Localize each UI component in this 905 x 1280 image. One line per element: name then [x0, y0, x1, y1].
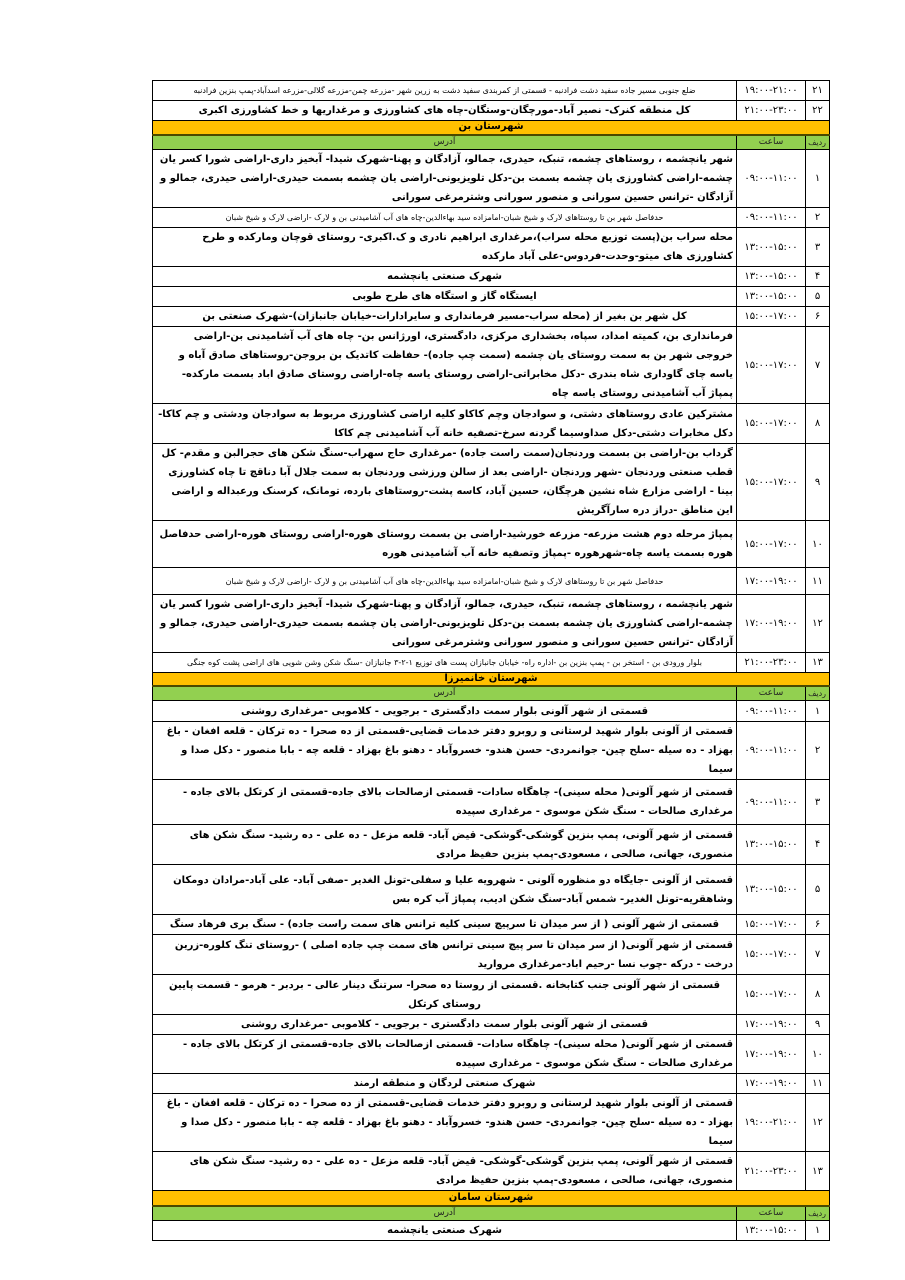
row-number: ۹ [806, 1015, 830, 1035]
address-cell: مشترکین عادی روستاهای دشتی، و سوادجان وچم کاکاو کلیه اراضی کشاورزی مربوط به سوادجان ودشتی و چم کاکا-دکل مخابرات دشتی-دکل صداوسیما گردنه سرخ-تصفیه خانه آب آشامیدنی چم کاکا [153, 404, 737, 444]
row-number: ۵ [806, 287, 830, 307]
outage-schedule-table [152, 80, 830, 1241]
table-row [153, 307, 830, 327]
table-row [153, 935, 830, 975]
address-cell: قسمتی از شهر آلونی، پمپ بنزین گوشکی-گوشکی- قیض آباد- قلعه مزعل - ده علی - ده رشید- سنگ شکن های منصوری، جهانی، صالحی ، مسعودی-پمپ بنزین حفیظ مرادی [153, 1152, 737, 1191]
row-number: ۱۳ [806, 653, 830, 673]
time-cell: ۱۵:۰۰-۱۷:۰۰ [737, 935, 806, 975]
row-number: ۱ [806, 1221, 830, 1241]
address-cell: قسمتی از شهر آلونی جنب کتابخانه .قسمتی از روستا ده صحرا- سرتنگ دینار عالی - بردبر - هرمو - قسمت پایین روستای کرتکل [153, 975, 737, 1015]
address-cell: شهر یانچشمه ، روستاهای چشمه، تنبک، حیدری، جمالو، آزادگان و پهنا-شهرک شیدا- آبخیز داری-اراضی شورا کسر یان چشمه-اراضی کشاورزی یان چشمه بسمت بن-دکل تلویزیونی-اراضی یان چشمه بسمت حیدری-اراضی حیدری، جمالو و آزادگان -ترانس حسین سورانی و منصور سورانی وشترمرغی سورانی [153, 595, 737, 653]
time-cell: ۰۹:۰۰-۱۱:۰۰ [737, 722, 806, 780]
row-number: ۷ [806, 327, 830, 404]
address-cell: بلوار ورودی بن - استخر بن - پمپ بنزین بن -اداره راه- خیابان جانبازان پست های توزیع ۱-۲-۳ جانبازان -سنگ شکن وشن شویی های اراضی پشت کوه جنگی [153, 653, 737, 673]
address-cell: شهرک صنعتی یانچشمه [153, 267, 737, 287]
row-number: ۳ [806, 228, 830, 267]
county-header [153, 673, 830, 687]
address-cell: حدفاصل شهر بن تا روستاهای لارک و شیخ شبان-امامزاده سید بهاءالدین-چاه های آب آشامیدنی بن و لارک -اراضی لارک و شیخ شبان [153, 568, 737, 595]
address-cell: قسمتی از شهر آلونی بلوار سمت دادگستری - برجویی - کلاموبی -مرغداری روشنی [153, 1015, 737, 1035]
row-number: ۵ [806, 865, 830, 915]
address-cell: کل شهر بن بغیر از (محله سراب-مسیر فرمانداری و سایرادارات-خیابان جانبازان)-شهرک صنعتی بن [153, 307, 737, 327]
time-cell: ۱۵:۰۰-۱۷:۰۰ [737, 444, 806, 521]
time-cell: ۱۳:۰۰-۱۵:۰۰ [737, 865, 806, 915]
table-row [153, 150, 830, 208]
table-row [153, 1152, 830, 1191]
time-cell: ۱۹:۰۰-۲۱:۰۰ [737, 81, 806, 101]
row-number: ۹ [806, 444, 830, 521]
row-number: ۱۱ [806, 568, 830, 595]
address-cell: قسمتی از شهر آلونی ( از سر میدان تا سرپیچ سینی کلیه ترانس های سمت راست جاده) - سنگ بری فرهاد سنگ [153, 915, 737, 935]
column-header-row-number: ردیف [806, 135, 830, 150]
time-cell: ۱۵:۰۰-۱۷:۰۰ [737, 521, 806, 568]
table-row [153, 1221, 830, 1241]
time-cell: ۱۷:۰۰-۱۹:۰۰ [737, 595, 806, 653]
time-cell: ۱۳:۰۰-۱۵:۰۰ [737, 287, 806, 307]
address-cell: کل منطقه کنرک- نصیر آباد-مورچگان-وستگان-چاه های کشاورزی و مرغداریها و خط کشاورزی اکبری [153, 101, 737, 121]
column-header-time: ساعت [737, 686, 806, 701]
address-cell: قسمتی از آلونی بلوار شهید لرستانی و روبرو دفتر خدمات قضایی-قسمتی از ده صحرا - ده ترکان - قلعه افغان - باغ بهزاد - ده سیله -سلح چین- جوانمردی- حسن هندو- خسروآباد - دهنو باغ بهزاد - قلعه چه - بابا منصور - دکل صدا و سیما [153, 722, 737, 780]
table-row [153, 825, 830, 865]
address-cell: حدفاصل شهر بن تا روستاهای لارک و شیخ شبان-امامزاده سید بهاءالدین-چاه های آب آشامیدنی بن و لارک -اراضی لارک و شیخ شبان [153, 208, 737, 228]
time-cell: ۰۹:۰۰-۱۱:۰۰ [737, 701, 806, 722]
table-row [153, 1074, 830, 1094]
time-cell: ۱۷:۰۰-۱۹:۰۰ [737, 1015, 806, 1035]
row-number: ۱۰ [806, 1035, 830, 1074]
row-number: ۱۳ [806, 1152, 830, 1191]
row-number: ۲۱ [806, 81, 830, 101]
address-cell: محله سراب بن(پست توزیع محله سراب)،مرغداری ابراهیم نادری و ک.اکبری- روستای قوچان ومارکده و طرح کشاورزی های میتو-وحدت-فردوس-علی آباد مارکده [153, 228, 737, 267]
county-header [153, 121, 830, 135]
row-number: ۱۲ [806, 595, 830, 653]
row-number: ۳ [806, 780, 830, 825]
row-number: ۱۲ [806, 1094, 830, 1152]
column-header-row-number: ردیف [806, 686, 830, 701]
row-number: ۴ [806, 825, 830, 865]
table-row [153, 722, 830, 780]
time-cell: ۱۷:۰۰-۱۹:۰۰ [737, 1074, 806, 1094]
column-header-row [153, 686, 830, 701]
row-number: ۱ [806, 150, 830, 208]
time-cell: ۲۱:۰۰-۲۳:۰۰ [737, 1152, 806, 1191]
table-row [153, 444, 830, 521]
column-header-time: ساعت [737, 1206, 806, 1221]
table-row [153, 1035, 830, 1074]
table-row [153, 287, 830, 307]
table-row [153, 267, 830, 287]
address-cell: قسمتی از شهر آلونی بلوار سمت دادگستری - برجویی - کلاموبی -مرغداری روشنی [153, 701, 737, 722]
table-row [153, 780, 830, 825]
column-header-time: ساعت [737, 135, 806, 150]
table-row [153, 865, 830, 915]
time-cell: ۱۵:۰۰-۱۷:۰۰ [737, 307, 806, 327]
column-header-address: آدرس [153, 135, 737, 150]
table-row [153, 568, 830, 595]
address-cell: شهرک صنعتی یانچشمه [153, 1221, 737, 1241]
address-cell: قسمتی از شهر آلونی( از سر میدان تا سر پیچ سینی ترانس های سمت چپ جاده اصلی ) -روستای تنگ کلوره-زرین درخت - درکه -چوب نسا -رحیم اباد-مرغداری مروارید [153, 935, 737, 975]
county-header [153, 1191, 830, 1206]
address-cell: قسمتی از آلونی -جایگاه دو منظوره آلونی - شهرویه علیا و سفلی-تونل الغدیر -صفی آباد- علی آباد-مرادان دومکان وشاهقریه-تونل الغدیر- شمس آباد-سنگ شکن ادیب، پمپاژ آب کره بس [153, 865, 737, 915]
time-cell: ۰۹:۰۰-۱۱:۰۰ [737, 780, 806, 825]
table-row [153, 521, 830, 568]
time-cell: ۱۵:۰۰-۱۷:۰۰ [737, 915, 806, 935]
table-row [153, 595, 830, 653]
address-cell: قسمتی از آلونی بلوار شهید لرستانی و روبرو دفتر خدمات قضایی-قسمتی از ده صحرا - ده ترکان - قلعه افغان - باغ بهزاد - ده سیله -سلح چین- جوانمردی- حسن هندو- خسروآباد - دهنو باغ بهزاد - قلعه چه - بابا منصور - دکل صدا و سیما [153, 1094, 737, 1152]
table-row [153, 1094, 830, 1152]
row-number: ۱۰ [806, 521, 830, 568]
table-row [153, 228, 830, 267]
time-cell: ۲۱:۰۰-۲۳:۰۰ [737, 653, 806, 673]
address-cell: ضلع جنوبی مسیر جاده سفید دشت فرادنبه - قسمتی از کمربندی سفید دشت به زرین شهر -مزرعه چمن-مزرعه گلالی-مزرعه اسدآباد-پمپ بنزین فرادنبه [153, 81, 737, 101]
time-cell: ۱۵:۰۰-۱۷:۰۰ [737, 404, 806, 444]
table-row [153, 653, 830, 673]
column-header-row [153, 135, 830, 150]
row-number: ۴ [806, 267, 830, 287]
time-cell: ۱۳:۰۰-۱۵:۰۰ [737, 825, 806, 865]
county-title: شهرستان خانمیرزا [153, 673, 830, 687]
row-number: ۶ [806, 307, 830, 327]
column-header-address: آدرس [153, 686, 737, 701]
time-cell: ۱۷:۰۰-۱۹:۰۰ [737, 1035, 806, 1074]
table-row [153, 1015, 830, 1035]
address-cell: شهر یانچشمه ، روستاهای چشمه، تنبک، حیدری، جمالو، آزادگان و پهنا-شهرک شیدا- آبخیز داری-اراضی شورا کسر یان چشمه-اراضی کشاورزی یان چشمه بسمت بن-دکل تلویزیونی-اراضی یان چشمه بسمت حیدری-اراضی حیدری، جمالو و آزادگان -ترانس حسین سورانی و منصور سورانی وشترمرغی سورانی [153, 150, 737, 208]
address-cell: قسمتی از شهر آلونی( محله سینی)- چاهگاه سادات- قسمتی ازصالحات بالای جاده-قسمتی از کرتکل بالای جاده - مرغداری صالحات - سنگ شکن موسوی - مرغداری سپیده [153, 780, 737, 825]
table-row [153, 975, 830, 1015]
time-cell: ۱۷:۰۰-۱۹:۰۰ [737, 568, 806, 595]
table-row [153, 101, 830, 121]
address-cell: فرمانداری بن، کمیته امداد، سپاه، بخشداری مرکزی، دادگستری، اورژانس بن- چاه های آب آشامیدنی بن-اراضی خروجی شهر بن به سمت روستای یان چشمه (سمت چپ جاده)- حفاظت کاتدیک بن بروجن-روستاهای صادق آباه و یاسه چای گاوداری شاه بندری -دکل مخابراتی-اراضی روستای یاسه چاه-اراضی روستای صادق اباد بسمت مارکده- پمپاژ آب آشامیدنی روستای یاسه چاه [153, 327, 737, 404]
time-cell: ۲۱:۰۰-۲۳:۰۰ [737, 101, 806, 121]
time-cell: ۱۳:۰۰-۱۵:۰۰ [737, 267, 806, 287]
address-cell: پمپاژ مرحله دوم هشت مزرعه- مزرعه خورشید-اراضی بن بسمت روستای هوره-اراضی روستای هوره-اراضی حدفاصل هوره بسمت یاسه چاه-شهرهوره -پمپاژ وتصفیه خانه آب آشامیدنی هوره [153, 521, 737, 568]
row-number: ۱۱ [806, 1074, 830, 1094]
table-row [153, 327, 830, 404]
time-cell: ۰۹:۰۰-۱۱:۰۰ [737, 150, 806, 208]
time-cell: ۰۹:۰۰-۱۱:۰۰ [737, 208, 806, 228]
column-header-row-number: ردیف [806, 1206, 830, 1221]
county-title: شهرستان سامان [153, 1191, 830, 1206]
row-number: ۶ [806, 915, 830, 935]
row-number: ۸ [806, 404, 830, 444]
row-number: ۲ [806, 208, 830, 228]
column-header-row [153, 1206, 830, 1221]
address-cell: ایستگاه گاز و استگاه های طرح طوبی [153, 287, 737, 307]
time-cell: ۱۵:۰۰-۱۷:۰۰ [737, 975, 806, 1015]
row-number: ۷ [806, 935, 830, 975]
time-cell: ۱۵:۰۰-۱۷:۰۰ [737, 327, 806, 404]
table-row [153, 81, 830, 101]
table-row [153, 915, 830, 935]
county-title: شهرستان بن [153, 121, 830, 135]
table-row [153, 701, 830, 722]
time-cell: ۱۳:۰۰-۱۵:۰۰ [737, 1221, 806, 1241]
address-cell: قسمتی از شهر آلونی، پمپ بنزین گوشکی-گوشکی- قیض آباد- قلعه مزعل - ده علی - ده رشید- سنگ شکن های منصوری، جهانی، صالحی ، مسعودی-پمپ بنزین حفیظ مرادی [153, 825, 737, 865]
row-number: ۱ [806, 701, 830, 722]
time-cell: ۱۳:۰۰-۱۵:۰۰ [737, 228, 806, 267]
address-cell: شهرک صنعتی لردگان و منطقه ارمند [153, 1074, 737, 1094]
address-cell: گرداب بن-اراضی بن بسمت وردنجان(سمت راست جاده) -مرغداری حاج سهراب-سنگ شکن های حجرالبن و مقدم- کل قطب صنعتی وردنجان -شهر وردنجان -اراضی بعد از سالن ورزشی وردنجان به سمت جلال آبا دناقچ تا چاه کشاورزی بینا - اراضی مزارع شاه نشین هرچگان، حسین آباد، کاسه پشت-روستاهای بارده، تومانک، کرسنک ورعبداله و اراضی این مناطق -دراز دره سارآگریش [153, 444, 737, 521]
row-number: ۲۲ [806, 101, 830, 121]
row-number: ۲ [806, 722, 830, 780]
row-number: ۸ [806, 975, 830, 1015]
column-header-address: آدرس [153, 1206, 737, 1221]
table-row [153, 208, 830, 228]
address-cell: قسمتی از شهر آلونی( محله سینی)- چاهگاه سادات- قسمتی ازصالحات بالای جاده-قسمتی از کرتکل بالای جاده - مرغداری صالحات - سنگ شکن موسوی - مرغداری سپیده [153, 1035, 737, 1074]
table-row [153, 404, 830, 444]
time-cell: ۱۹:۰۰-۲۱:۰۰ [737, 1094, 806, 1152]
